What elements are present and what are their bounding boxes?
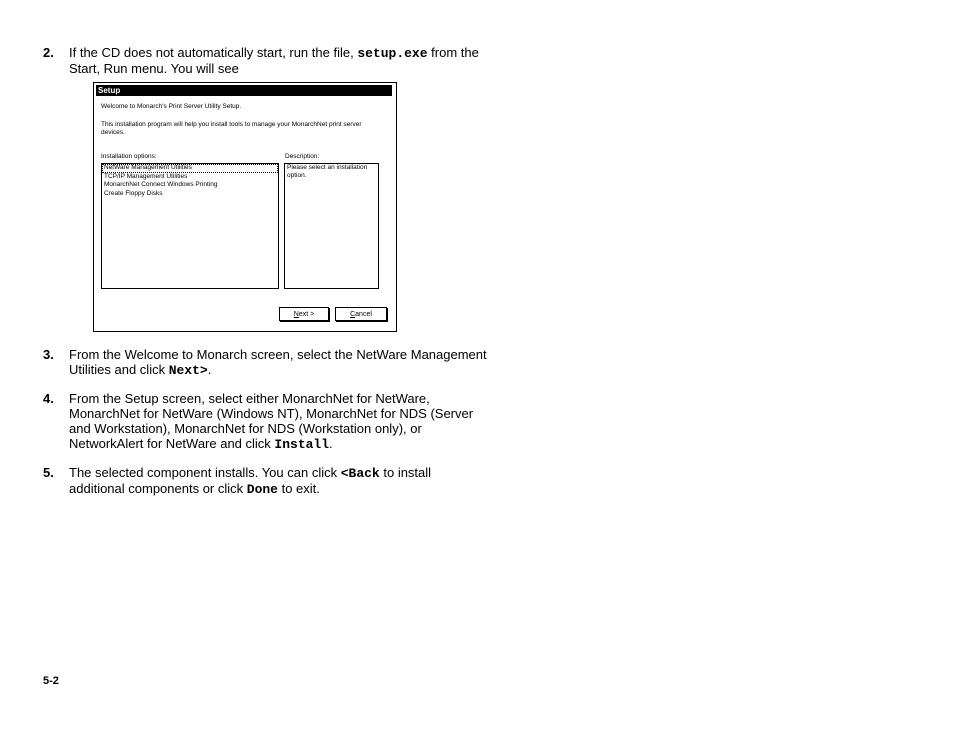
step-number: 5. <box>43 465 54 480</box>
step-text-line: From the Welcome to Monarch screen, select the NetWare Management <box>69 347 487 362</box>
welcome-text: Welcome to Monarch's Print Server Utility Setup. <box>101 103 242 110</box>
step-text-line: Utilities and click <box>69 362 169 377</box>
step-text-line: From the Setup screen, select either MonarchNet for NetWare, <box>69 391 430 406</box>
list-item[interactable]: NetWare Management Utilities <box>102 164 278 173</box>
list-item[interactable]: Create Floppy Disks <box>104 189 163 197</box>
step-2 <box>43 45 563 75</box>
installation-options-list[interactable] <box>101 163 279 289</box>
step-text-line: additional components or click <box>69 481 247 496</box>
step-text-line: NetworkAlert for NetWare and click <box>69 436 275 451</box>
step-number: 4. <box>43 391 54 406</box>
step-text-line: . <box>329 436 333 451</box>
back-code-prefix: < <box>340 466 349 481</box>
step-text-line: Start, Run menu. You will see <box>69 61 239 76</box>
step-text-line: from the <box>427 45 479 60</box>
step-text-line: and Workstation), MonarchNet for NDS (Workstation only), or <box>69 421 422 436</box>
step-text-line: MonarchNet for NetWare (Windows NT), MonarchNet for NDS (Server <box>69 406 474 421</box>
step-text <box>69 465 431 497</box>
step-text-line: to install <box>379 465 432 480</box>
dialog-title-bar: Setup <box>96 85 392 96</box>
step-text-line: . <box>207 362 212 377</box>
description-line: Please select an installation <box>287 164 368 171</box>
step-number: 3. <box>43 347 54 362</box>
done-code: Done <box>246 482 278 497</box>
install-code: Install <box>274 437 330 452</box>
step-text-line: If the CD does not automatically start, run the file, <box>69 45 358 60</box>
setup-dialog-screenshot <box>93 82 397 332</box>
intro-line: devices. <box>101 129 125 136</box>
step-text-line: The selected component installs. You can click <box>69 465 341 480</box>
next-code: Next> <box>168 363 208 378</box>
step-number: 2. <box>43 45 54 60</box>
description-box <box>284 163 379 289</box>
page-number: 5-2 <box>43 675 59 687</box>
intro-line: This installation program will help you install tools to manage your MonarchNet print server <box>101 121 362 128</box>
description-line: option. <box>287 171 307 179</box>
description-label: Description: <box>285 153 320 160</box>
next-button[interactable]: Next > <box>279 307 329 321</box>
step-4 <box>43 391 563 451</box>
step-text-line: to exit. <box>277 481 320 496</box>
step-3 <box>43 347 563 377</box>
back-code: Back <box>348 466 380 481</box>
intro-text <box>101 121 361 137</box>
setup-exe-code: setup.exe <box>357 46 428 61</box>
step-text <box>69 347 487 378</box>
step-text <box>69 391 473 452</box>
list-item[interactable]: MonarchNet Connect Windows Printing <box>104 181 218 188</box>
cancel-button[interactable]: Cancel <box>335 307 387 321</box>
list-item[interactable]: TCP/IP Management Utilities <box>104 172 188 180</box>
step-5 <box>43 465 563 495</box>
step-text <box>69 45 479 76</box>
options-label: Installation options: <box>101 153 157 160</box>
